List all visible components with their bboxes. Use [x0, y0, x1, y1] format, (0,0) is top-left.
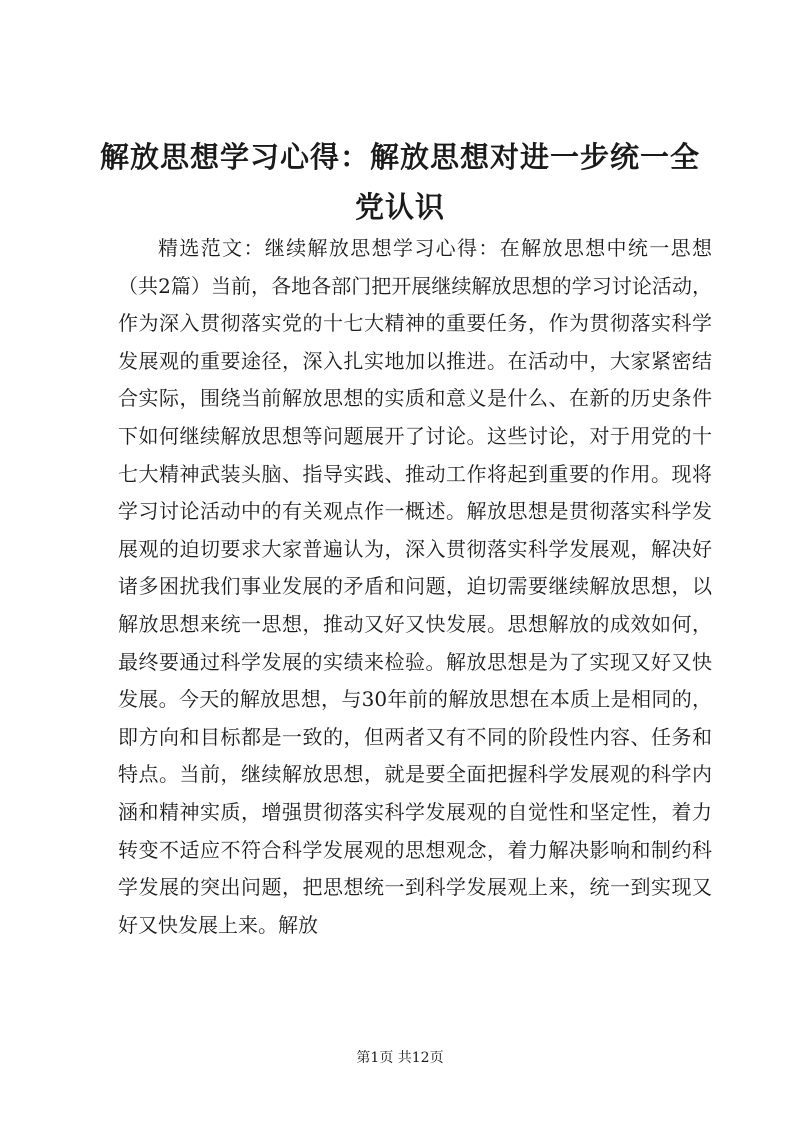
document-title: 解放思想学习心得：解放思想对进一步统一全党认识 — [99, 140, 700, 224]
page-footer: 第1页 共12页 — [356, 1050, 444, 1066]
document-body: 精选范文：继续解放思想学习心得：在解放思想中统一思想（共2篇）当前，各地各部门把开展继续解放思想的学习讨论活动，作为深入贯彻落实党的十七大精神的重要任务，作为贯彻落实科学发展观的重要途径，深入扎实地加以推进。在活动中，大家紧密结合实际，围绕当前解放思想的实质和意义是什么、在新的历史条件下如何继续解放思想等问题展开了讨论。这些讨论，对于用党的十七大精神武装头脑、指导实践、推动工作将起到重要的作用。现将学习讨论活动中的有关观点作一概述。解放思想是贯彻落实科学发展观的迫切要求大家普遍认为，深入贯彻落实科学发展观，解决好诸多困扰我们事业发展的矛盾和问题，迫切需要继续解放思想，以解放思想来统一思想，推动又好又快发展。思想解放的成效如何，最终要通过科学发展的实绩来检验。解放思想是为了实现又好又快发展。今天的解放思想，与30年前的解放思想在本质上是相同的，即方向和目标都是一致的，但两者又有不同的阶段性内容、任务和特点。当前，继续解放思想，就是要全面把握科学发展观的科学内涵和精神实质，增强贯彻落实科学发展观的自觉性和坚定性，着力转变不适应不符合科学发展观的思想观念，着力解决影响和制约科学发展的突出问题，把思想统一到科学发展观上来，统一到实现又好又快发展上来。解放 — [118, 236, 712, 937]
